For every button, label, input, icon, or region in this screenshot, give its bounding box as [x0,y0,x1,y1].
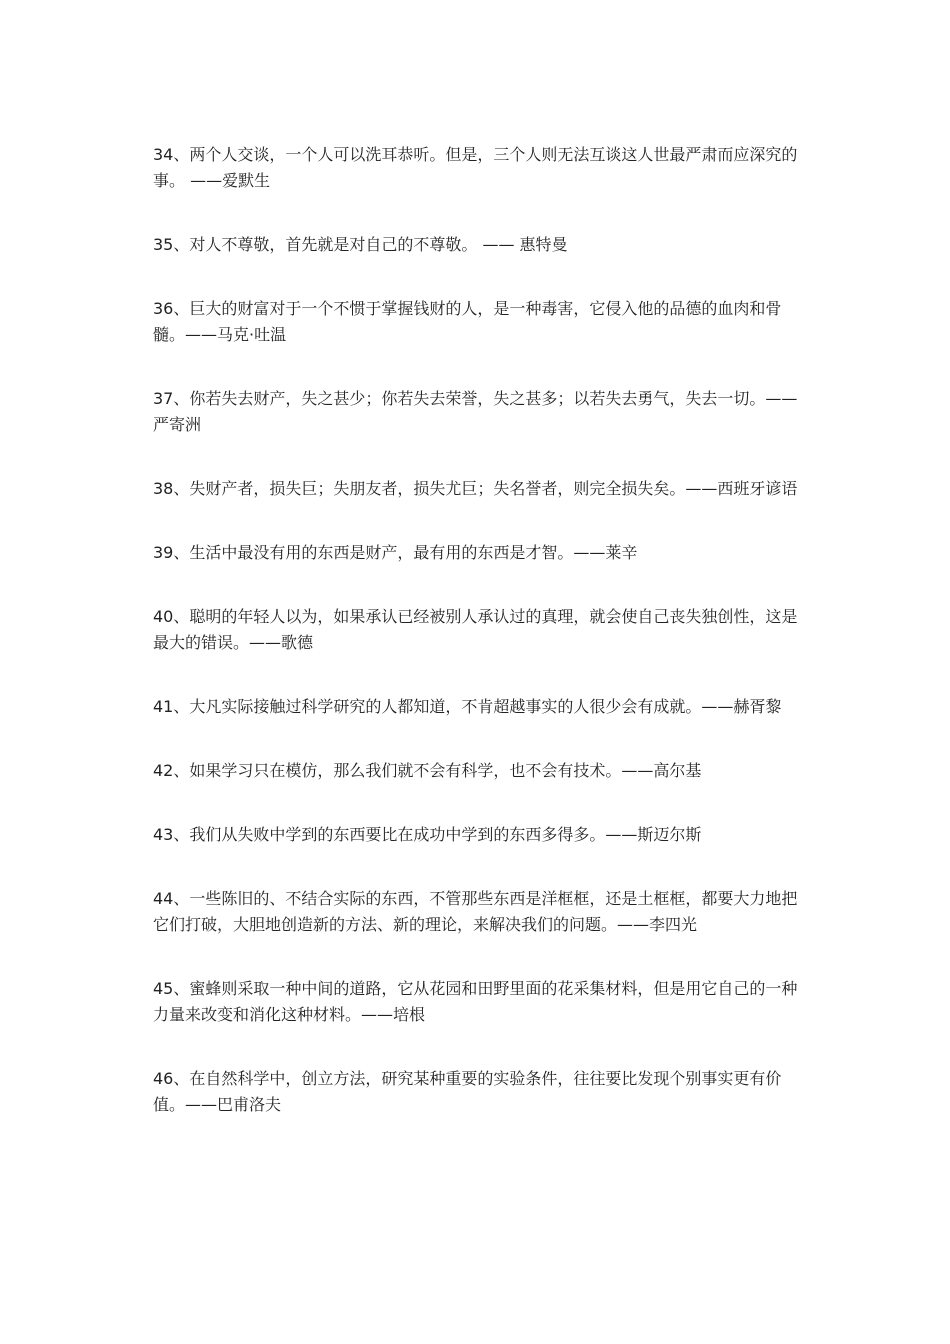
quote-37: 37、你若失去财产，失之甚少；你若失去荣誉，失之甚多；以若失去勇气，失去一切。——严寄洲 [153,389,798,434]
quote-40: 40、聪明的年轻人以为，如果承认已经被别人承认过的真理，就会使自己丧失独创性，这是最大的错误。——歌德 [153,607,798,652]
quote-42: 42、如果学习只在模仿，那么我们就不会有科学，也不会有技术。——高尔基 [153,761,702,780]
quote-46: 46、在自然科学中，创立方法，研究某种重要的实验条件，往往要比发现个别事实更有价值。——巴甫洛夫 [153,1069,782,1114]
quote-41: 41、大凡实际接触过科学研究的人都知道，不肯超越事实的人很少会有成就。——赫胥黎 [153,697,782,716]
quote-43: 43、我们从失败中学到的东西要比在成功中学到的东西多得多。——斯迈尔斯 [153,825,702,844]
quote-44: 44、一些陈旧的、不结合实际的东西，不管那些东西是洋框框，还是土框框，都要大力地把它们打破，大胆地创造新的方法、新的理论，来解决我们的问题。——李四光 [153,889,798,934]
quote-list [153,142,803,1156]
quote-38: 38、失财产者，损失巨；失朋友者，损失尤巨；失名誉者，则完全损失矣。——西班牙谚语 [153,479,798,498]
quote-35: 35、对人不尊敬，首先就是对自己的不尊敬。 —— 惠特曼 [153,235,568,254]
quote-36: 36、巨大的财富对于一个不惯于掌握钱财的人，是一种毒害，它侵入他的品德的血肉和骨髓。——马克·吐温 [153,299,782,344]
quote-39: 39、生活中最没有用的东西是财产，最有用的东西是才智。——莱辛 [153,543,638,562]
quote-34: 34、两个人交谈，一个人可以洗耳恭听。但是，三个人则无法互谈这人世最严肃而应深究的事。 ——爱默生 [153,145,798,190]
quote-45: 45、蜜蜂则采取一种中间的道路，它从花园和田野里面的花采集材料，但是用它自己的一种力量来改变和消化这种材料。——培根 [153,979,798,1024]
